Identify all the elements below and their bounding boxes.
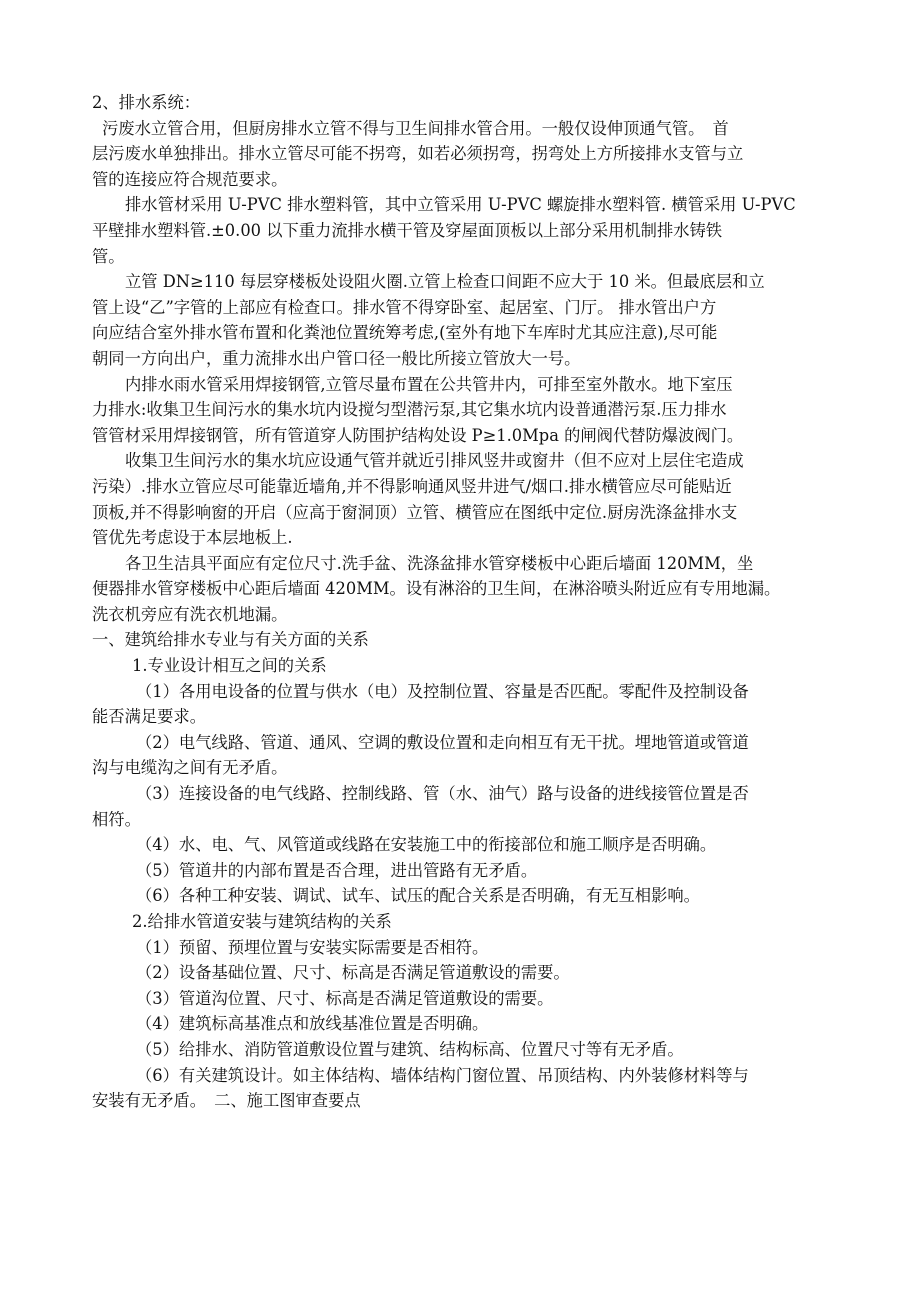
- paragraph-line: 管管材采用焊接钢管，所有管道穿人防围护结构处设 P≥1.0Mpa 的闸阀代替防爆波阀门。: [92, 425, 744, 445]
- paragraph-line: 污染）.排水立管应尽可能靠近墙角,并不得影响通风竖井进气/烟口.排水横管应尽可能贴近: [92, 476, 732, 496]
- list-item: （2）电气线路、管道、通风、空调的敷设位置和走向相互有无干扰。埋地管道或管道: [136, 732, 749, 752]
- paragraph-line: 管优先考虑设于本层地板上.: [92, 528, 293, 548]
- paragraph-line: 排水管材采用 U-PVC 排水塑料管，其中立管采用 U-PVC 螺旋排水塑料管. 横管采用 U-PVC: [125, 195, 796, 215]
- paragraph-line: 污废水立管合用，但厨房排水立管不得与卫生间排水管合用。一般仅设伸顶通气管。 首: [102, 118, 729, 138]
- subsection-heading: 2.给排水管道安装与建筑结构的关系: [132, 912, 392, 931]
- list-item: （2）设备基础位置、尺寸、标高是否满足管道敷设的需要。: [136, 963, 570, 983]
- list-item-continuation: 能否满足要求。: [92, 707, 206, 727]
- paragraph-line: 管上设“乙”字管的上部应有检查口。排水管不得穿卧室、起居室、门厅。 排水管出户方: [92, 297, 717, 317]
- paragraph-line: 洗衣机旁应有洗衣机地漏。: [92, 604, 288, 624]
- list-item: （6）有关建筑设计。如主体结构、墙体结构门窗位置、吊顶结构、内外装修材料等与: [136, 1065, 749, 1085]
- paragraph-line: 朝同一方向出户，重力流排水出户管口径一般比所接立管放大一号。: [92, 348, 581, 368]
- section-heading-relations: 一、建筑给排水专业与有关方面的关系: [92, 630, 369, 650]
- list-item: （3）连接设备的电气线路、控制线路、管（水、油气）路与设备的进线接管位置是否: [136, 784, 749, 804]
- list-item: （4）水、电、气、风管道或线路在安装施工中的衔接部位和施工顺序是否明确。: [136, 835, 717, 855]
- list-item: （6）各种工种安装、调试、试车、试压的配合关系是否明确，有无互相影响。: [136, 886, 700, 906]
- paragraph-line: 收集卫生间污水的集水坑应设通气管并就近引排风竖井或窗井（但不应对上层住宅造成: [125, 451, 744, 471]
- list-item-continuation: 安装有无矛盾。 二、施工图审查要点: [92, 1091, 361, 1111]
- paragraph-line: 便器排水管穿楼板中心距后墙面 420MM。设有淋浴的卫生间，在淋浴喷头附近应有专用地漏。: [92, 579, 781, 599]
- section-heading-drainage: 2、排水系统：: [92, 93, 201, 112]
- paragraph-line: 内排水雨水管采用焊接钢管,立管尽量布置在公共管井内，可排至室外散水。地下室压: [125, 374, 733, 394]
- paragraph-line: 立管 DN≥110 每层穿楼板处设阻火圈.立管上检查口间距不应大于 10 米。但最底层和立: [125, 272, 765, 292]
- paragraph-line: 管。: [92, 246, 125, 266]
- list-item: （4）建筑标高基准点和放线基准位置是否明确。: [136, 1014, 489, 1034]
- list-item: （1）各用电设备的位置与供水（电）及控制位置、容量是否匹配。零配件及控制设备: [136, 681, 749, 701]
- paragraph-line: 顶板,并不得影响窗的开启（应高于窗洞顶）立管、横管应在图纸中定位.厨房洗涤盆排水支: [92, 502, 738, 522]
- list-item: （5）管道井的内部布置是否合理，进出管路有无矛盾。: [136, 860, 538, 880]
- paragraph-line: 层污废水单独排出。排水立管尽可能不拐弯，如若必须拐弯，拐弯处上方所接排水支管与立: [92, 144, 744, 164]
- list-item: （5）给排水、消防管道敷设位置与建筑、结构标高、位置尺寸等有无矛盾。: [136, 1039, 684, 1059]
- list-item: （1）预留、预埋位置与安装实际需要是否相符。: [136, 937, 489, 957]
- subsection-heading: 1.专业设计相互之间的关系: [132, 656, 327, 676]
- paragraph-line: 平壁排水塑料管.±0.00 以下重力流排水横干管及穿屋面顶板以上部分采用机制排水铸铁: [92, 220, 723, 240]
- paragraph-line: 力排水:收集卫生间污水的集水坑内设搅匀型潜污泵,其它集水坑内设普通潜污泵.压力排水: [92, 400, 727, 420]
- list-item-continuation: 相符。: [92, 809, 141, 829]
- paragraph-line: 各卫生洁具平面应有定位尺寸.洗手盆、洗涤盆排水管穿楼板中心距后墙面 120MM，坐: [125, 553, 754, 573]
- paragraph-line: 管的连接应符合规范要求。: [92, 169, 288, 189]
- paragraph-line: 向应结合室外排水管布置和化粪池位置统筹考虑,(室外有地下车库时尤其应注意),尽可能: [92, 323, 718, 343]
- list-item: （3）管道沟位置、尺寸、标高是否满足管道敷设的需要。: [136, 988, 554, 1008]
- document-body: [92, 90, 832, 1114]
- list-item-continuation: 沟与电缆沟之间有无矛盾。: [92, 758, 288, 778]
